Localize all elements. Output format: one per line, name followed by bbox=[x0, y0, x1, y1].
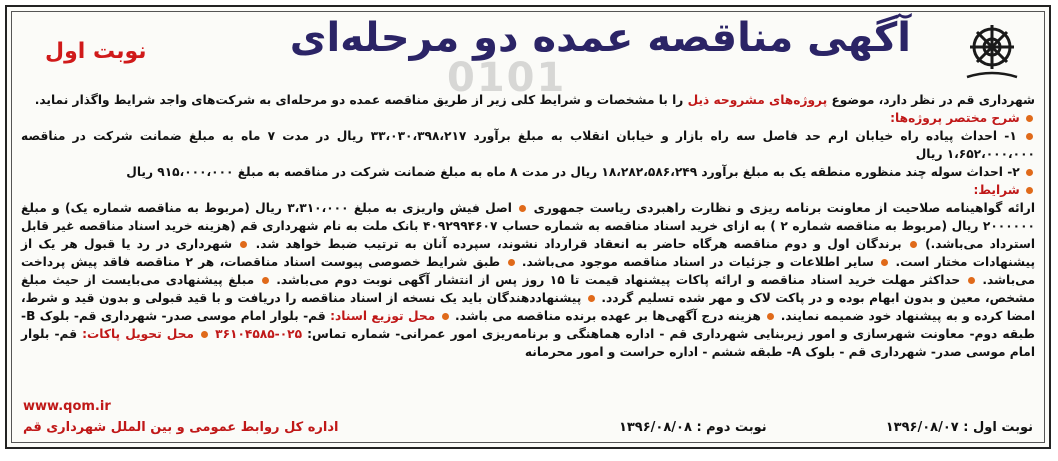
condition-text: اصل فیش واریزی به مبلغ bbox=[353, 201, 512, 215]
bullet-icon bbox=[201, 331, 208, 338]
bullet-icon bbox=[968, 277, 975, 284]
conditions-heading-text: شرایط: bbox=[973, 183, 1020, 197]
condition-text: ریال (مربوط به مناقصه شماره ۲ ) به ازای خرید اسناد مناقصه به شماره حساب bbox=[501, 219, 979, 233]
date1-value: ۱۳۹۶/۰۸/۰۷ bbox=[885, 420, 959, 435]
bullet-icon bbox=[1026, 187, 1033, 194]
header bbox=[15, 13, 1041, 87]
projects-heading bbox=[21, 109, 1035, 127]
date2-label: نوبت دوم : bbox=[696, 420, 767, 435]
ad-content bbox=[21, 91, 1035, 361]
bullet-icon bbox=[240, 241, 247, 248]
bullet-icon bbox=[1026, 169, 1033, 176]
intro-paragraph bbox=[21, 91, 1035, 109]
bullet-icon bbox=[588, 295, 595, 302]
website-link[interactable]: www.qom.ir bbox=[23, 399, 111, 414]
project-guarantee: ۹۱۵،۰۰۰،۰۰۰ bbox=[157, 165, 234, 179]
project-number: ۱- bbox=[1004, 129, 1017, 143]
ad-page bbox=[5, 5, 1051, 449]
distribution-text: قم- بلوار امام موسی صدر- شهرداری قم- بلوک B- طبقه دوم- معاونت شهرسازی و امور زیربنایی شهرداری قم - اداره هماهنگی و برنامه‌ریزی امور عمرانی- شماره تماس: bbox=[21, 309, 1036, 341]
page-title: آگهی مناقصه عمده دو مرحله‌ای bbox=[289, 15, 911, 61]
project-currency: ریال bbox=[126, 165, 153, 179]
bullet-icon bbox=[767, 313, 774, 320]
delivery-label: محل تحویل پاکات: bbox=[82, 327, 194, 341]
project-text: به مبلغ ضمانت شرکت در مناقصه به مبلغ bbox=[237, 165, 483, 179]
bullet-icon bbox=[262, 277, 269, 284]
project-number: ۲- bbox=[1007, 165, 1020, 179]
bullet-icon bbox=[910, 241, 917, 248]
project-desc: احداث پیاده راه خیابان ارم حد فاصل سه راه بازار و خیابان انقلاب به مبلغ برآورد bbox=[473, 129, 998, 143]
date2-value: ۱۳۹۶/۰۸/۰۸ bbox=[618, 420, 692, 435]
condition-text: برندگان اول و دوم مناقصه هرگاه حاضر به انعقاد قرارداد نشوند، سپرده آنان به ترتیب ضبط خواهد شد. bbox=[255, 237, 902, 251]
condition-text: بانک ملت به نام شهرداری قم (هزینه خرید اسناد مناقصه غیر قابل استرداد می‌باشد.) bbox=[21, 219, 1036, 251]
condition-text: هزینه درج آگهی‌ها بر عهده برنده مناقصه می باشد. bbox=[455, 309, 761, 323]
bullet-icon bbox=[1026, 115, 1033, 122]
condition-amount: ۲۰۰۰۰۰۰ bbox=[982, 219, 1035, 233]
municipality-qom-logo-icon bbox=[957, 19, 1027, 83]
project-item-2 bbox=[21, 163, 1035, 181]
project-guarantee: ۱،۶۵۲،۰۰۰،۰۰۰ bbox=[946, 147, 1035, 161]
project-amount: ۱۸،۲۸۲،۵۸۶،۲۴۹ bbox=[601, 165, 698, 179]
condition-text: مبلغ پیشنهادی می‌بایست از حیث مبلغ مشخص، معین و بدون ابهام بوده و در پاکت لاک و مهر شده تسلیم گردد. bbox=[21, 273, 1035, 305]
condition-text: ریال (مربوط به مناقصه شماره یک) و مبلغ bbox=[21, 201, 282, 215]
phone-number: ۰۲۵-۳۶۱۰۴۵۸۵ bbox=[215, 327, 303, 341]
intro-text: شهرداری قم در نظر دارد، موضوع bbox=[831, 93, 1035, 107]
project-duration: ۸ ماه bbox=[486, 165, 518, 179]
footer-publisher bbox=[23, 399, 339, 435]
bullet-icon bbox=[519, 205, 526, 212]
publication-dates bbox=[619, 420, 1033, 435]
conditions-heading bbox=[21, 181, 1035, 199]
distribution-label: محل توزیع اسناد: bbox=[330, 309, 436, 323]
bullet-icon bbox=[508, 259, 515, 266]
condition-text: ارائه گواهینامه صلاحیت از معاونت برنامه ریزی و نظارت راهبردی ریاست جمهوری bbox=[533, 201, 1036, 215]
project-desc: احداث سوله چند منظوره منطقه یک به مبلغ برآورد bbox=[701, 165, 1003, 179]
bullet-icon bbox=[1026, 133, 1033, 140]
watermark: 0101 bbox=[447, 55, 567, 101]
project-item-1 bbox=[21, 127, 1035, 163]
bullet-icon bbox=[442, 313, 449, 320]
project-amount: ۳۳،۰۳۰،۳۹۸،۲۱۷ bbox=[370, 129, 467, 143]
condition-text: حداکثر مهلت خرید اسناد مناقصه و ارائه پاکات پیشنهاد قیمت تا ۱۵ روز پس از انتشار آگهی نوبت دوم می‌باشد. bbox=[276, 273, 961, 287]
intro-text-end: را با مشخصات و شرایط کلی زیر از طریق مناقصه عمده دو مرحله‌ای به شرکت‌های واجد شرایط واگذار نماید. bbox=[34, 93, 684, 107]
condition-amount: ۳،۳۱۰،۰۰۰ bbox=[287, 201, 349, 215]
round-badge: نوبت اول bbox=[45, 39, 147, 64]
intro-highlight: پروژه‌های مشروحه ذیل bbox=[687, 93, 828, 107]
conditions-paragraph bbox=[21, 199, 1035, 361]
account-number: ۴۰۹۲۹۹۴۶۰۷ bbox=[423, 219, 498, 233]
condition-text: پیشنهاددهندگان باید یک نسخه از اسناد مناقصه را دریافت و با قید قبولی و بدون قید و شرط، امضا کرده و به پیشنهاد خود ضمیمه نمایند. bbox=[21, 291, 1036, 323]
condition-text: شهرداری در رد یا قبول هر یک از پیشنهادات مختار است. bbox=[21, 237, 1036, 269]
condition-text: طبق شرایط خصوصی پیوست اسناد مناقصات، هر ۲ مناقصه فاقد پیش پرداخت می‌باشد. bbox=[21, 255, 1036, 287]
project-text: به مبلغ ضمانت شرکت در مناقصه bbox=[21, 129, 234, 143]
publisher-office: اداره کل روابط عمومی و بین الملل شهرداری قم bbox=[23, 420, 339, 435]
project-duration: ۷ ماه bbox=[241, 129, 276, 143]
date1-label: نوبت اول : bbox=[963, 420, 1033, 435]
bullet-icon bbox=[881, 259, 888, 266]
delivery-text: قم- بلوار امام موسی صدر- شهرداری قم - بلوک A- طبقه ششم - اداره حراست و امور محرمانه bbox=[21, 327, 1035, 359]
project-text: ریال در مدت bbox=[282, 129, 364, 143]
project-text: ریال در مدت bbox=[521, 165, 598, 179]
condition-text: سایر اطلاعات و جزئیات در اسناد مناقصه موجود می‌باشد. bbox=[521, 255, 874, 269]
project-currency: ریال bbox=[915, 147, 943, 161]
projects-heading-text: شرح مختصر پروژه‌ها: bbox=[890, 111, 1020, 125]
